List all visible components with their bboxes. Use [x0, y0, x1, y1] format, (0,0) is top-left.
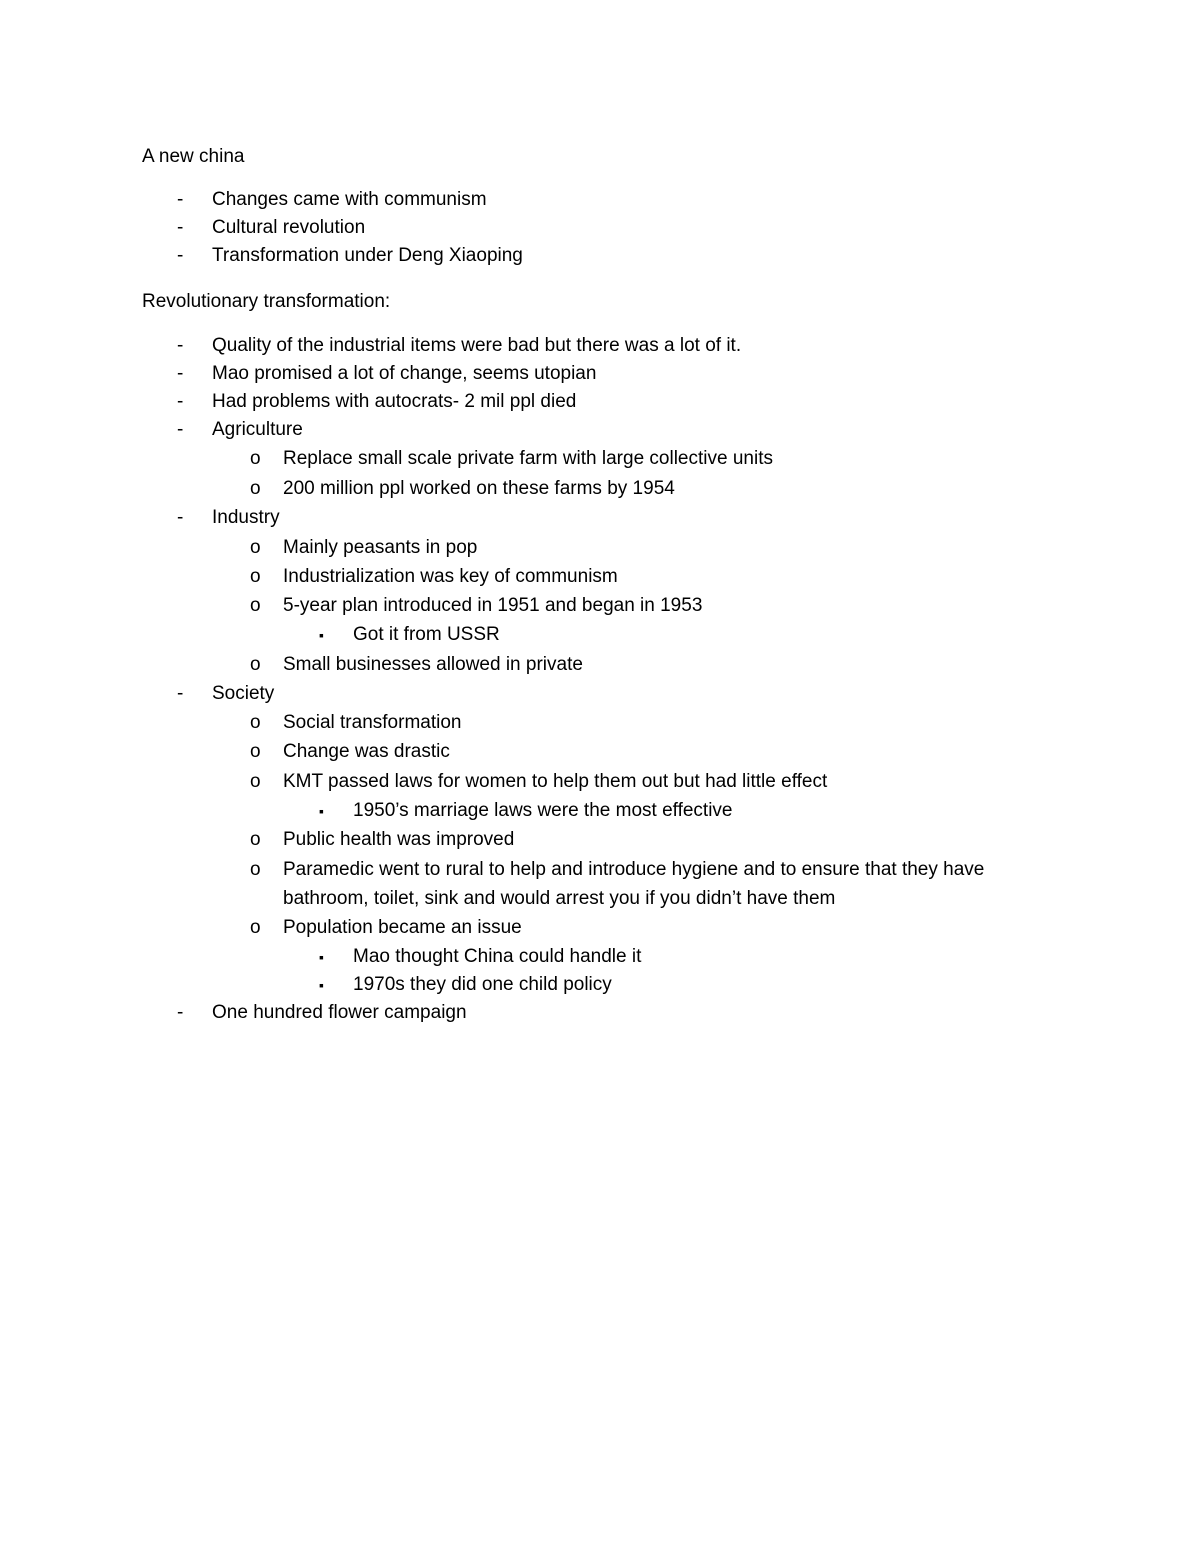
circle-marker: o: [250, 712, 261, 733]
sub-list-item: Industrialization was key of communism: [283, 566, 618, 587]
circle-marker: o: [250, 917, 261, 938]
dash-marker: -: [177, 189, 184, 210]
sub-sub-list-item: Got it from USSR: [353, 624, 500, 645]
list-item: Cultural revolution: [212, 217, 366, 238]
dash-marker: -: [177, 363, 184, 384]
sub-list-item: Small businesses allowed in private: [283, 654, 583, 675]
dash-marker: -: [177, 335, 184, 356]
list-item-society: Society: [212, 683, 275, 704]
circle-marker: o: [250, 859, 261, 880]
circle-marker: o: [250, 741, 261, 762]
square-marker: ▪: [319, 949, 324, 965]
dash-marker: -: [177, 391, 184, 412]
circle-marker: o: [250, 566, 261, 587]
list-item: Had problems with autocrats- 2 mil ppl died: [212, 391, 577, 412]
dash-marker: -: [177, 245, 184, 266]
list-item: Changes came with communism: [212, 189, 487, 210]
dash-marker: -: [177, 217, 184, 238]
sub-sub-list-item: 1950’s marriage laws were the most effective: [353, 800, 733, 821]
dash-marker: -: [177, 507, 184, 528]
section-heading-a-new-china: A new china: [142, 146, 245, 167]
sub-sub-list-item: 1970s they did one child policy: [353, 974, 612, 995]
circle-marker: o: [250, 829, 261, 850]
circle-marker: o: [250, 448, 261, 469]
circle-marker: o: [250, 654, 261, 675]
dash-marker: -: [177, 419, 184, 440]
circle-marker: o: [250, 771, 261, 792]
sub-list-item: Paramedic went to rural to help and introduce hygiene and to ensure that they have bathroom, toilet, sink and would arrest you if you didn’t have them: [283, 859, 985, 909]
sub-list-item: KMT passed laws for women to help them out but had little effect: [283, 771, 828, 792]
sub-list-item: 5-year plan introduced in 1951 and began in 1953: [283, 595, 703, 616]
square-marker: ▪: [319, 803, 324, 819]
sub-sub-list-item: Mao thought China could handle it: [353, 946, 642, 967]
sub-list-item: 200 million ppl worked on these farms by 1954: [283, 478, 675, 499]
dash-marker: -: [177, 1002, 184, 1023]
sub-list-item: Public health was improved: [283, 829, 515, 850]
sub-list-item: Population became an issue: [283, 917, 522, 938]
list-item-industry: Industry: [212, 507, 280, 528]
circle-marker: o: [250, 537, 261, 558]
list-item: Transformation under Deng Xiaoping: [212, 245, 523, 266]
circle-marker: o: [250, 595, 261, 616]
list-item-agriculture: Agriculture: [212, 419, 303, 440]
section-heading-revolutionary-transformation: Revolutionary transformation:: [142, 291, 391, 312]
sub-list-item: Replace small scale private farm with large collective units: [283, 448, 773, 469]
dash-marker: -: [177, 683, 184, 704]
square-marker: ▪: [319, 977, 324, 993]
square-marker: ▪: [319, 627, 324, 643]
sub-list-item: Change was drastic: [283, 741, 450, 762]
list-item: Mao promised a lot of change, seems utopian: [212, 363, 597, 384]
list-item: Quality of the industrial items were bad but there was a lot of it.: [212, 335, 742, 356]
sub-list-item: Social transformation: [283, 712, 462, 733]
list-item: One hundred flower campaign: [212, 1002, 467, 1023]
sub-list-item: Mainly peasants in pop: [283, 537, 478, 558]
circle-marker: o: [250, 478, 261, 499]
